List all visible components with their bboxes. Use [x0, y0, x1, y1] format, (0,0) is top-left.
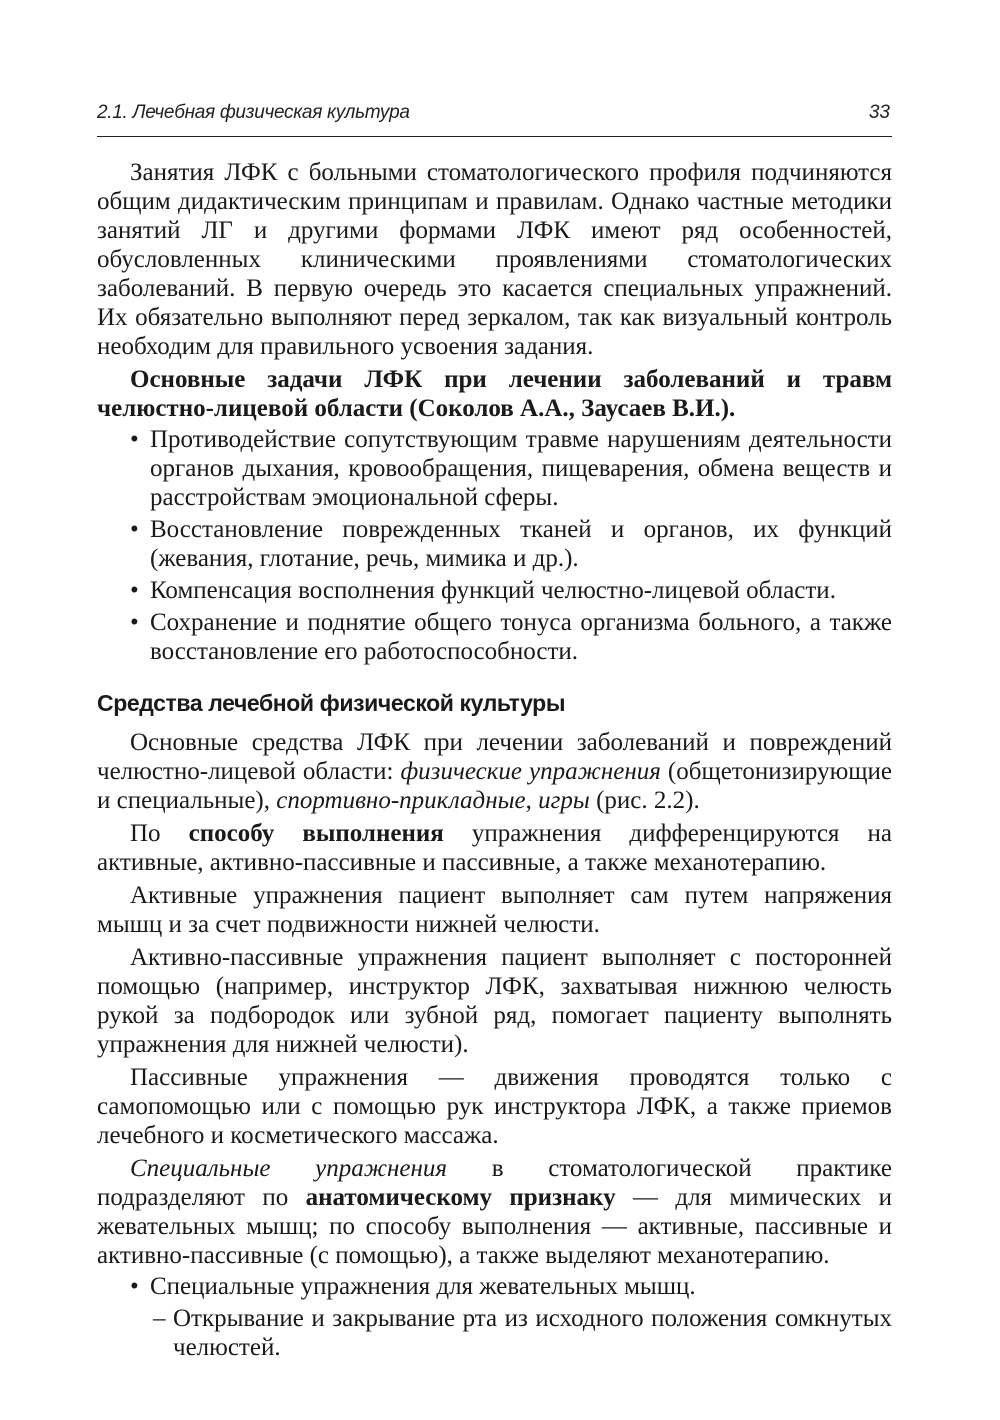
tasks-heading: Основные задачи ЛФК при лечении заболеваний и травм челюстно-лицевой области (Соколов А.А., Заусаев В.И.).: [97, 366, 892, 422]
list-item-text: Сохранение и поднятие общего тонуса организма больного, а также восстановление его работоспособности.: [150, 609, 892, 665]
bullet-marker: •: [130, 1273, 139, 1300]
bullet-marker: •: [130, 426, 139, 453]
list-item: [97, 608, 892, 666]
running-title: 2.1. Лечебная физическая культура: [97, 102, 410, 123]
list-item: [97, 1304, 892, 1362]
paragraph-active-passive: Активно-пассивные упражнения пациент выполняет с посторонней помощью (например, инструктор ЛФК, захватывая нижнюю челюсть рукой за подбородок или зубной ряд, помогает пациенту выполнять упражнения для нижней челюсти).: [97, 944, 892, 1058]
italic-term: игры: [538, 787, 590, 814]
text-run: По: [130, 820, 189, 847]
page-number: 33: [868, 102, 890, 123]
italic-term: Специальные упражнения: [130, 1155, 448, 1182]
list-item-text: Противодействие сопутствующим травме нарушениям деятельности органов дыхания, кровообращения, пищеварения, обмена веществ и расстройствам эмоциональной сферы.: [150, 426, 892, 511]
bullet-marker: •: [130, 516, 139, 543]
list-item: [97, 1272, 892, 1301]
section-heading: Средства лечебной физической культуры: [97, 690, 566, 716]
list-item: [97, 576, 892, 605]
bold-term: анатомическому признаку: [305, 1184, 616, 1211]
text-run: — для мимических и жевательных мышц; по способу выполнения — активные, пассивные и активно-пассивные (с помощью), а также выделяют механотерапию.: [97, 1184, 892, 1269]
paragraph-passive: Пассивные упражнения — движения проводятся только с самопомощью или с помощью рук инструктора ЛФК, а также приемов лечебного и косметического массажа.: [97, 1064, 892, 1149]
list-item: [97, 515, 892, 573]
tasks-list: [97, 425, 892, 666]
italic-term: спортивно-прикладные: [276, 787, 526, 814]
sub-list: [97, 1304, 892, 1362]
paragraph-execution-method: [97, 819, 892, 877]
list-item-text: Компенсация восполнения функций челюстно-лицевой области.: [150, 577, 836, 604]
text-run: (общетонизирующие и специальные),: [97, 758, 892, 814]
list-item-text: Специальные упражнения для жевательных мышц.: [150, 1273, 696, 1300]
special-exercises-list: [97, 1272, 892, 1301]
paragraph-special: [97, 1154, 892, 1270]
list-item-text: Восстановление поврежденных тканей и органов, их функций (жевания, глотание, речь, мимика и др.).: [150, 516, 892, 572]
text-run: упражнения дифференцируются на активные, активно-пассивные и пассивные, а также механотерапию.: [97, 820, 892, 876]
text-run: Основные средства ЛФК при лечении заболеваний и повреждений челюстно-лицевой области:: [97, 729, 892, 785]
paragraph-means: [97, 728, 892, 815]
text-run: ,: [525, 787, 539, 814]
bullet-marker: •: [130, 609, 139, 636]
text-run: (рис. 2.2).: [589, 787, 700, 814]
intro-paragraph: Занятия ЛФК с больными стоматологического профиля подчиняются общим дидактическим принципам и правилам. Однако частные методики занятий ЛГ и другими формами ЛФК имеют ряд особенностей, обусловленных клиническими проявлениями стоматологических заболеваний. В первую очередь это касается специальных упражнений. Их обязательно выполняют перед зеркалом, так как визуальный контроль необходим для правильного усвоения задания.: [97, 159, 892, 360]
text-run: в стоматологической практике подразделяют по: [97, 1155, 892, 1211]
italic-term: физические упражнения: [400, 758, 661, 785]
list-item: [97, 425, 892, 512]
bold-term: способу выполнения: [188, 820, 444, 847]
dash-marker: –: [153, 1305, 166, 1332]
paragraph-active: Активные упражнения пациент выполняет сам путем напряжения мышц и за счет подвижности нижней челюсти.: [97, 882, 892, 938]
running-header: [97, 96, 892, 137]
page-body: [97, 158, 892, 1362]
bullet-marker: •: [130, 577, 139, 604]
list-item-text: Открывание и закрывание рта из исходного положения сомкнутых челюстей.: [173, 1305, 892, 1361]
